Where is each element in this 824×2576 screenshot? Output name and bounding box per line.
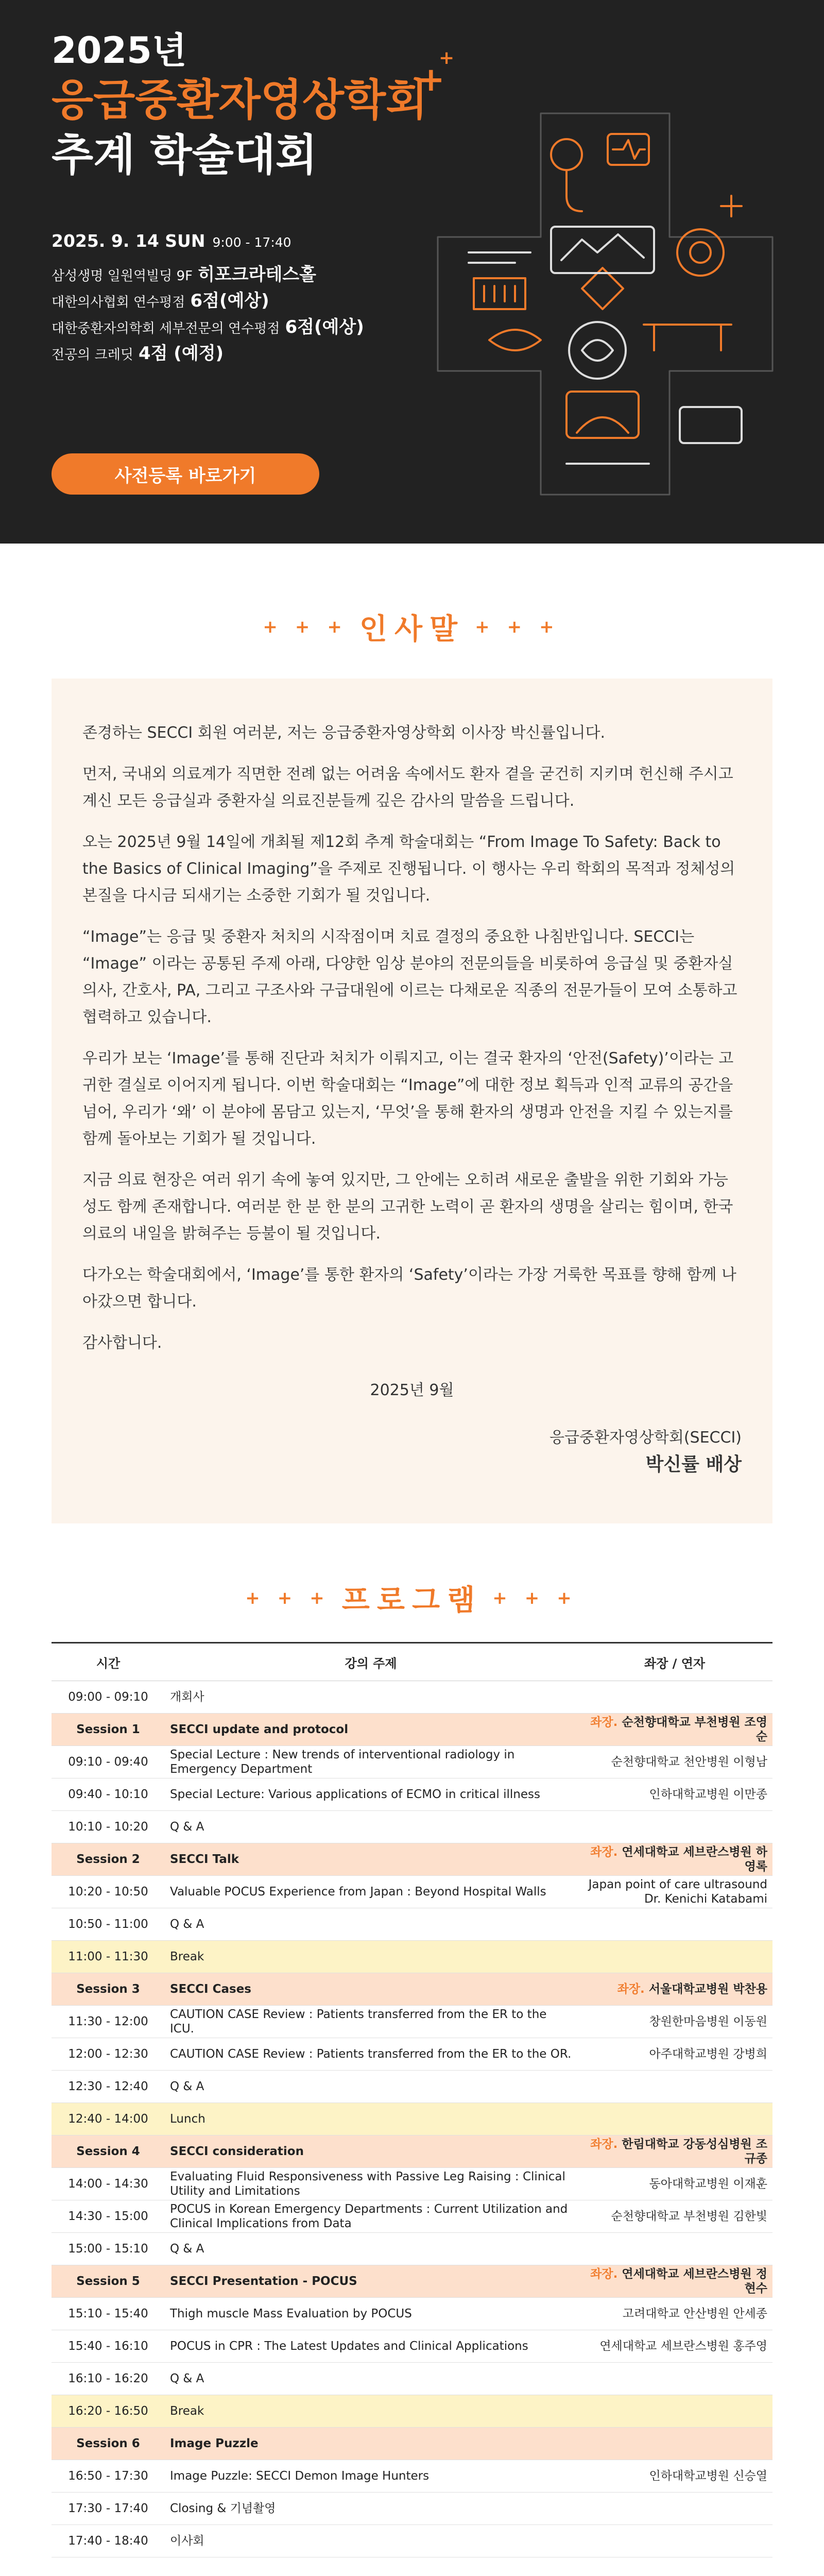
row-time: 10:50 - 11:00 [52, 1908, 165, 1941]
row-subject: Image Puzzle [165, 2428, 577, 2460]
row-subject: Special Lecture : New trends of interventional radiology in Emergency Department [165, 1746, 577, 1778]
row-speaker [577, 2038, 772, 2071]
row-speaker [577, 2168, 772, 2200]
hero-venue-building: 삼성생명 일원역빌딩 9F [52, 268, 193, 284]
row-subject: 이사회 [165, 2525, 577, 2557]
row-speaker [577, 1941, 772, 1973]
row-subject: CAUTION CASE Review : Patients transferred from the ER to the ICU. [165, 2006, 577, 2038]
plus-icon: + [277, 1588, 300, 1608]
table-row [52, 1908, 772, 1941]
row-time: 17:30 - 17:40 [52, 2493, 165, 2525]
row-time: 09:40 - 10:10 [52, 1778, 165, 1811]
session-row [52, 1714, 772, 1746]
hero-time: 9:00 - 17:40 [212, 235, 291, 250]
plus-icon: + [475, 617, 497, 637]
row-subject: CAUTION CASE Review : Patients transferred from the ER to the OR. [165, 2038, 577, 2071]
row-time: 12:40 - 14:00 [52, 2103, 165, 2136]
row-subject: Valuable POCUS Experience from Japan : Beyond Hospital Walls [165, 1876, 577, 1908]
row-subject: Image Puzzle: SECCI Demon Image Hunters [165, 2460, 577, 2493]
chair-label: 좌장. [590, 1845, 618, 1859]
row-subject: Break [165, 1941, 577, 1973]
device-icon [680, 407, 742, 443]
row-speaker [577, 1973, 772, 2006]
plus-icon: + [439, 47, 455, 69]
plus-icon: + [417, 61, 445, 99]
speaker-name: 한림대학교 강동성심병원 조규종 [622, 2138, 767, 2165]
row-time: Session 1 [52, 1714, 165, 1746]
plus-icon: + [295, 617, 317, 637]
row-subject: Thigh muscle Mass Evaluation by POCUS [165, 2298, 577, 2330]
row-time: 09:10 - 09:40 [52, 1746, 165, 1778]
row-time: 15:40 - 16:10 [52, 2330, 165, 2363]
break-row [52, 2395, 772, 2428]
speaker-name: 아주대학교병원 강병희 [649, 2047, 767, 2061]
row-speaker [577, 2525, 772, 2557]
program-table-header [52, 1643, 772, 1681]
hero-title-event: 추계 학술대회 [52, 130, 318, 180]
row-speaker [577, 2428, 772, 2460]
column-header-subject: 강의 주제 [165, 1643, 577, 1681]
hero-credit-kscc-label: 대한중환자의학회 세부전문의 연수평점 [52, 321, 280, 336]
row-subject: Closing & 기념촬영 [165, 2493, 577, 2525]
row-time: 16:10 - 16:20 [52, 2363, 165, 2395]
hero-credit-kma-label: 대한의사협회 연수평점 [52, 295, 185, 310]
speaker-name: 창원한마음병원 이동원 [649, 2015, 767, 2028]
row-time: 16:20 - 16:50 [52, 2395, 165, 2428]
row-subject: Break [165, 2395, 577, 2428]
row-speaker [577, 2460, 772, 2493]
plus-icon: + [492, 1588, 514, 1608]
table-row [52, 2460, 772, 2493]
medical-imaging-illustration [412, 82, 803, 526]
session-row [52, 2265, 772, 2298]
plus-icon [721, 196, 742, 216]
row-speaker [577, 1876, 772, 1908]
row-subject: SECCI Presentation - POCUS [165, 2265, 577, 2298]
row-time: 12:30 - 12:40 [52, 2071, 165, 2103]
bed-icon [644, 325, 731, 350]
row-speaker [577, 1778, 772, 1811]
session-row [52, 2136, 772, 2168]
table-row [52, 2038, 772, 2071]
hero-credit-kma [52, 286, 269, 312]
table-row [52, 2200, 772, 2233]
column-header-speaker: 좌장 / 연자 [577, 1643, 772, 1681]
row-time: 09:00 - 09:10 [52, 1681, 165, 1714]
row-speaker [577, 2265, 772, 2298]
row-subject: Q & A [165, 2363, 577, 2395]
row-subject: Q & A [165, 2071, 577, 2103]
chart-lines-icon [469, 252, 530, 263]
hero-date [52, 231, 291, 251]
row-speaker [577, 2233, 772, 2265]
hero-credit-kscc [52, 313, 364, 338]
table-row [52, 1811, 772, 1843]
row-speaker [577, 1908, 772, 1941]
table-row [52, 1746, 772, 1778]
plus-icon: + [310, 1588, 332, 1608]
table-row [52, 2363, 772, 2395]
session-row [52, 1973, 772, 2006]
row-time: Session 4 [52, 2136, 165, 2168]
row-speaker [577, 2200, 772, 2233]
row-time: 14:00 - 14:30 [52, 2168, 165, 2200]
row-time: Session 2 [52, 1843, 165, 1876]
plus-icon: + [524, 1588, 547, 1608]
pre-registration-button[interactable]: 사전등록 바로가기 [52, 453, 319, 495]
row-time: 17:40 - 18:40 [52, 2525, 165, 2557]
table-row [52, 2071, 772, 2103]
greeting-paragraph: 다가오는 학술대회에서, ‘Image’를 통한 환자의 ‘Safety’이라는 가장 거룩한 목표를 향해 함께 나아갔으면 합니다. [82, 1266, 736, 1311]
hero-venue-hall: 히포크라테스홀 [198, 264, 316, 285]
row-subject: 개회사 [165, 1681, 577, 1714]
greeting-signature-name: 박신률 배상 [645, 1454, 742, 1475]
table-row [52, 1876, 772, 1908]
session-row [52, 1843, 772, 1876]
program-section [0, 1575, 824, 2557]
speaker-name: 서울대학교병원 박찬용 [648, 1982, 767, 1996]
hero-credit-resident-value: 4점 (예정) [138, 343, 224, 364]
plus-icon: + [557, 1588, 579, 1608]
hero-banner [0, 0, 824, 544]
hero-credit-resident [52, 339, 224, 364]
speaker-name: 인하대학교병원 신승열 [649, 2469, 767, 2483]
row-time: 10:10 - 10:20 [52, 1811, 165, 1843]
row-time: Session 6 [52, 2428, 165, 2460]
table-row [52, 2330, 772, 2363]
table-row [52, 1778, 772, 1811]
speaker-name: 동아대학교병원 이재훈 [649, 2177, 767, 2191]
stethoscope-icon [551, 139, 582, 170]
plus-icon: + [263, 617, 285, 637]
speaker-name: 연세대학교 세브란스병원 하영록 [622, 1845, 767, 1873]
row-time: 14:30 - 15:00 [52, 2200, 165, 2233]
greeting-paragraph: 존경하는 SECCI 회원 여러분, 저는 응급중환자영상학회 이사장 박신률입니다. [82, 724, 605, 742]
hero-credit-kscc-value: 6점(예상) [285, 317, 364, 337]
hero-date-text: 2025. 9. 14 SUN [52, 231, 205, 251]
speaker-name: 고려대학교 안산병원 안세종 [622, 2307, 767, 2320]
plus-icon: + [327, 617, 349, 637]
hero-year: 2025년 [52, 29, 187, 72]
row-subject: Lunch [165, 2103, 577, 2136]
speaker-name: 순천향대학교 천안병원 이형남 [611, 1755, 767, 1769]
greeting-paragraph: 먼저, 국내외 의료계가 직면한 전례 없는 어려움 속에서도 환자 곁을 굳건히 지키며 헌신해 주시고 계신 모든 응급실과 중환자실 의료진분들께 깊은 감사의 말씀을 드립니다. [82, 765, 733, 810]
row-time: 10:20 - 10:50 [52, 1876, 165, 1908]
greeting-title: 인사말 [359, 613, 465, 646]
table-row [52, 2233, 772, 2265]
row-speaker [577, 1681, 772, 1714]
greeting-section [0, 601, 824, 1523]
greeting-paragraph: 지금 의료 현장은 여러 위기 속에 놓여 있지만, 그 안에는 오히려 새로운 출발을 위한 기회와 가능성도 함께 존재합니다. 여러분 한 분 한 분의 고귀한 노력이 곧 환자의 생명을 살리는 힘이며, 한국 의료의 내일을 밝혀주는 등불이 될 것입니다. [82, 1171, 733, 1243]
greeting-paragraph: “Image”는 응급 및 중환자 처치의 시작점이며 치료 결정의 중요한 나침반입니다. SECCI는 “Image” 이라는 공통된 주제 아래, 다양한 임상 분야의 전문의들을 비롯하여 응급실 및 중환자실 의사, 간호사, PA, 그리고 구조사와 구급대원에 이르는 다채로운 직종의 전문가들이 모여 소통하고 협력하고 있습니다. [82, 928, 737, 1026]
break-row [52, 1941, 772, 1973]
row-subject: SECCI Talk [165, 1843, 577, 1876]
row-speaker [577, 2103, 772, 2136]
row-speaker [577, 2493, 772, 2525]
table-row [52, 2006, 772, 2038]
row-subject: POCUS in Korean Emergency Departments : Current Utilization and Clinical Implications from Data [165, 2200, 577, 2233]
greeting-heading [0, 601, 824, 653]
scan-screen-icon [551, 227, 654, 273]
lung-icon [489, 330, 541, 350]
hero-credit-resident-label: 전공의 크레딧 [52, 347, 133, 363]
program-heading [0, 1575, 824, 1621]
row-subject: Q & A [165, 2233, 577, 2265]
table-row [52, 2168, 772, 2200]
speaker-name: Japan point of care ultrasound Dr. Kenichi Katabami [588, 1878, 767, 1906]
program-table-body [52, 1681, 772, 2557]
greeting-paragraph: 우리가 보는 ‘Image’를 통해 진단과 처치가 이뤄지고, 이는 결국 환자의 ‘안전(Safety)’이라는 고귀한 결실로 이어지게 됩니다. 이번 학술대회는 “Image”에 대한 정보 획득과 인적 교류의 공간을 넘어, 우리가 ‘왜’ 이 분야에 몸담고 있는지, ‘무엇’을 통해 환자의 생명과 안전을 지킬 수 있는지를 함께 돌아보는 기회가 될 것입니다. [82, 1049, 734, 1148]
brain-scan-icon [569, 322, 626, 379]
table-row [52, 2493, 772, 2525]
chair-label: 좌장. [590, 1716, 618, 1729]
row-time: Session 3 [52, 1973, 165, 2006]
xray-icon [474, 278, 525, 309]
row-time: 11:30 - 12:00 [52, 2006, 165, 2038]
program-title: 프로그램 [341, 1584, 483, 1617]
row-time: 15:00 - 15:10 [52, 2233, 165, 2265]
chair-label: 좌장. [617, 1982, 645, 1996]
greeting-organization: 응급중환자영상학회(SECCI) [550, 1429, 742, 1447]
row-speaker [577, 2330, 772, 2363]
row-subject: Special Lecture: Various applications of ECMO in critical illness [165, 1778, 577, 1811]
row-time: 12:00 - 12:30 [52, 2038, 165, 2071]
session-row [52, 2428, 772, 2460]
row-speaker [577, 2298, 772, 2330]
row-speaker [577, 2071, 772, 2103]
row-time: 11:00 - 11:30 [52, 1941, 165, 1973]
hero-title-society: 응급중환자영상학회 [52, 75, 428, 125]
table-row [52, 1681, 772, 1714]
column-header-time: 시간 [52, 1643, 165, 1681]
plus-icon: + [245, 1588, 267, 1608]
row-subject: Evaluating Fluid Responsiveness with Passive Leg Raising : Clinical Utility and Limitations [165, 2168, 577, 2200]
program-table [52, 1642, 772, 2557]
table-row [52, 2298, 772, 2330]
speaker-name: 순천향대학교 부천병원 조영순 [622, 1716, 767, 1743]
row-subject: Q & A [165, 1908, 577, 1941]
row-time: 16:50 - 17:30 [52, 2460, 165, 2493]
plus-icon: + [539, 617, 561, 637]
row-subject: POCUS in CPR : The Latest Updates and Clinical Applications [165, 2330, 577, 2363]
hero-credit-kma-value: 6점(예상) [190, 291, 269, 311]
row-speaker [577, 2363, 772, 2395]
speaker-name: 연세대학교 세브란스병원 정현수 [622, 2267, 767, 2295]
row-subject: SECCI update and protocol [165, 1714, 577, 1746]
chair-label: 좌장. [590, 2138, 618, 2151]
row-subject: SECCI consideration [165, 2136, 577, 2168]
row-speaker [577, 1811, 772, 1843]
greeting-box [52, 679, 772, 1523]
speaker-name: 연세대학교 세브란스병원 홍주영 [599, 2340, 767, 2353]
row-time: Session 5 [52, 2265, 165, 2298]
chair-label: 좌장. [590, 2267, 618, 2281]
greeting-paragraph: 오는 2025년 9월 14일에 개최될 제12회 추계 학술대회는 “From Image To Safety: Back to the Basics of Clinical Imaging”을 주제로 진행됩니다. 이 행사는 우리 학회의 목적과 정체성의 본질을 다시금 되새기는 소중한 기회가 될 것입니다. [82, 833, 735, 905]
row-subject: SECCI Cases [165, 1973, 577, 2006]
row-speaker [577, 1714, 772, 1746]
row-speaker [577, 1843, 772, 1876]
row-speaker [577, 2136, 772, 2168]
speaker-name: 인하대학교병원 이만종 [649, 1788, 767, 1801]
row-speaker [577, 2395, 772, 2428]
row-speaker [577, 2006, 772, 2038]
row-subject: Q & A [165, 1811, 577, 1843]
speaker-name: 순천향대학교 부천병원 김한빛 [611, 2210, 767, 2223]
hero-venue [52, 260, 316, 285]
greeting-date: 2025년 9월 [370, 1381, 454, 1399]
table-row [52, 2525, 772, 2557]
plus-icon: + [507, 617, 529, 637]
break-row [52, 2103, 772, 2136]
row-time: 15:10 - 15:40 [52, 2298, 165, 2330]
row-speaker [577, 1746, 772, 1778]
greeting-paragraph: 감사합니다. [82, 1334, 162, 1352]
